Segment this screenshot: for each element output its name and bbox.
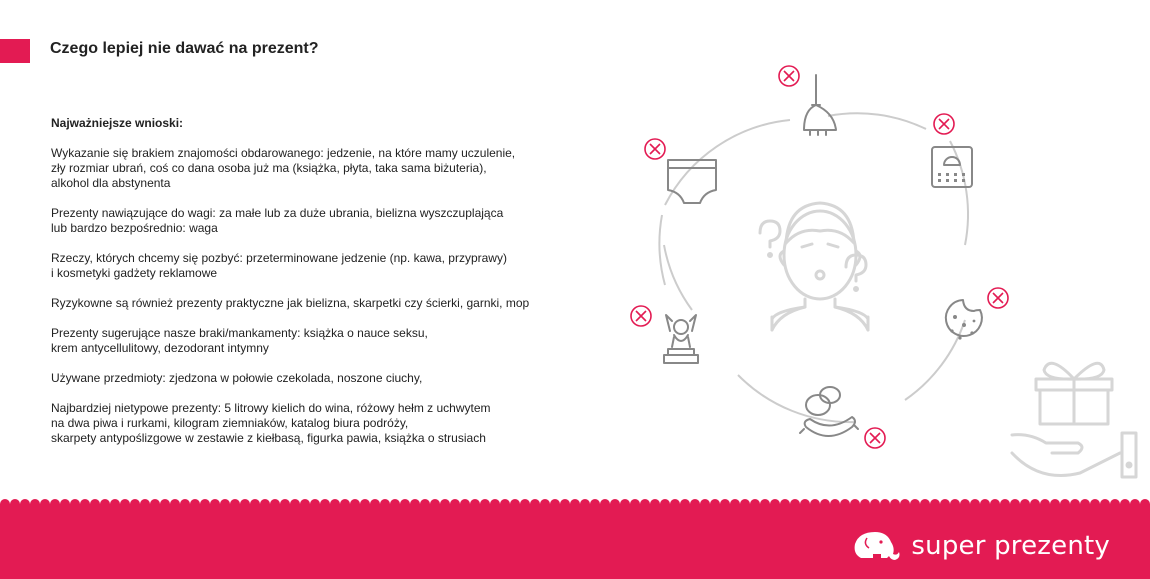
cross-circle-icon bbox=[779, 66, 799, 86]
paragraph: Ryzykowne są również prezenty praktyczne jak bielizna, skarpetki czy ścierki, garnki, mop bbox=[51, 296, 530, 310]
paragraph: Używane przedmioty: zjedzona w połowie czekolada, noszone ciuchy, bbox=[51, 371, 423, 385]
elephant-logo-icon bbox=[851, 528, 901, 564]
gift-diagram bbox=[600, 55, 1150, 495]
cross-circle-icon bbox=[934, 114, 954, 134]
paragraph: Rzeczy, których chcemy się pozbyć: przeterminowane jedzenie (np. kawa, przyprawy) i kosmetyki gadżety reklamowe bbox=[51, 251, 507, 280]
content-block bbox=[51, 116, 571, 461]
cookie-icon bbox=[946, 300, 982, 340]
figurine-icon bbox=[664, 315, 698, 363]
brand-logo[interactable] bbox=[851, 528, 1110, 564]
paragraph: Wykazanie się brakiem znajomości obdarowanego: jedzenie, na które mamy uczulenie, zły rozmiar ubrań, coś co dana osoba już ma (książka, płyta, taka sama biżuteria), alkohol dla abstynenta bbox=[51, 146, 516, 190]
cross-circle-icon bbox=[865, 428, 885, 448]
paragraph: Prezenty nawiązujące do wagi: za małe lub za duże ubrania, bielizna wyszczuplająca lub bardzo bezpośrednio: waga bbox=[51, 206, 504, 235]
scale-icon bbox=[932, 147, 972, 187]
paragraph: Najbardziej nietypowe prezenty: 5 litrowy kielich do wina, różowy hełm z uchwytem na dwa piwa i rurkami, kilogram ziemniaków, katalog biura podróży, skarpety antypoślizgowe w zestawie z kiełbasą, figurka pawia, książka o strusiach bbox=[51, 401, 491, 445]
cross-circle-icon bbox=[631, 306, 651, 326]
gift-hand-icon bbox=[1012, 363, 1136, 477]
paragraph: Prezenty sugerujące nasze braki/mankamenty: książka o nauce seksu, krem antycellulitowy, dezodorant intymny bbox=[51, 326, 428, 355]
cross-circle-icon bbox=[645, 139, 665, 159]
confused-person-icon bbox=[760, 203, 868, 330]
mop-icon bbox=[804, 75, 836, 135]
brand-name: super prezenty bbox=[911, 531, 1110, 561]
footer-banner bbox=[0, 496, 1150, 579]
title-accent bbox=[0, 39, 30, 63]
content-heading: Najważniejsze wnioski: bbox=[51, 116, 184, 130]
cross-circle-icon bbox=[988, 288, 1008, 308]
food-icon bbox=[800, 387, 858, 436]
page-title: Czego lepiej nie dawać na prezent? bbox=[50, 40, 319, 57]
